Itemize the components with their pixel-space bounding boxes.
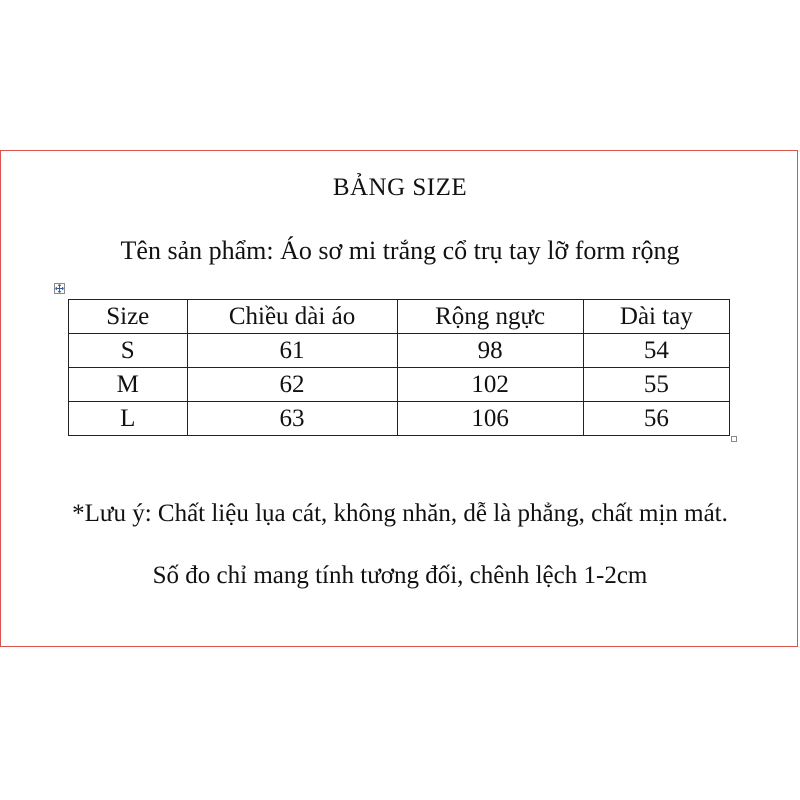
cell-chest-width: 98 [397, 334, 583, 368]
table-resize-handle[interactable] [731, 436, 737, 442]
cell-length: 63 [187, 402, 397, 436]
table-row [69, 402, 730, 436]
table-header-row [69, 300, 730, 334]
cell-size: M [69, 368, 188, 402]
table-row [69, 334, 730, 368]
header-sleeve-length: Dài tay [583, 300, 729, 334]
page-title: BẢNG SIZE [332, 174, 468, 201]
size-table [68, 299, 730, 436]
header-size: Size [69, 300, 188, 334]
cell-length: 62 [187, 368, 397, 402]
cell-length: 61 [187, 334, 397, 368]
material-note: *Lưu ý: Chất liệu lụa cát, không nhăn, dễ là phẳng, chất mịn mát. [72, 500, 728, 527]
measurement-note: Số đo chỉ mang tính tương đối, chênh lệch 1-2cm [152, 562, 648, 589]
cell-sleeve-length: 54 [583, 334, 729, 368]
cell-chest-width: 106 [397, 402, 583, 436]
header-chest-width: Rộng ngực [397, 300, 583, 334]
cell-sleeve-length: 55 [583, 368, 729, 402]
cell-chest-width: 102 [397, 368, 583, 402]
cell-size: L [69, 402, 188, 436]
header-length: Chiều dài áo [187, 300, 397, 334]
move-arrows-icon [55, 284, 64, 293]
table-row [69, 368, 730, 402]
cell-size: S [69, 334, 188, 368]
cell-sleeve-length: 56 [583, 402, 729, 436]
product-name-line: Tên sản phẩm: Áo sơ mi trắng cổ trụ tay lỡ form rộng [120, 236, 680, 265]
table-move-icon[interactable] [54, 283, 65, 294]
